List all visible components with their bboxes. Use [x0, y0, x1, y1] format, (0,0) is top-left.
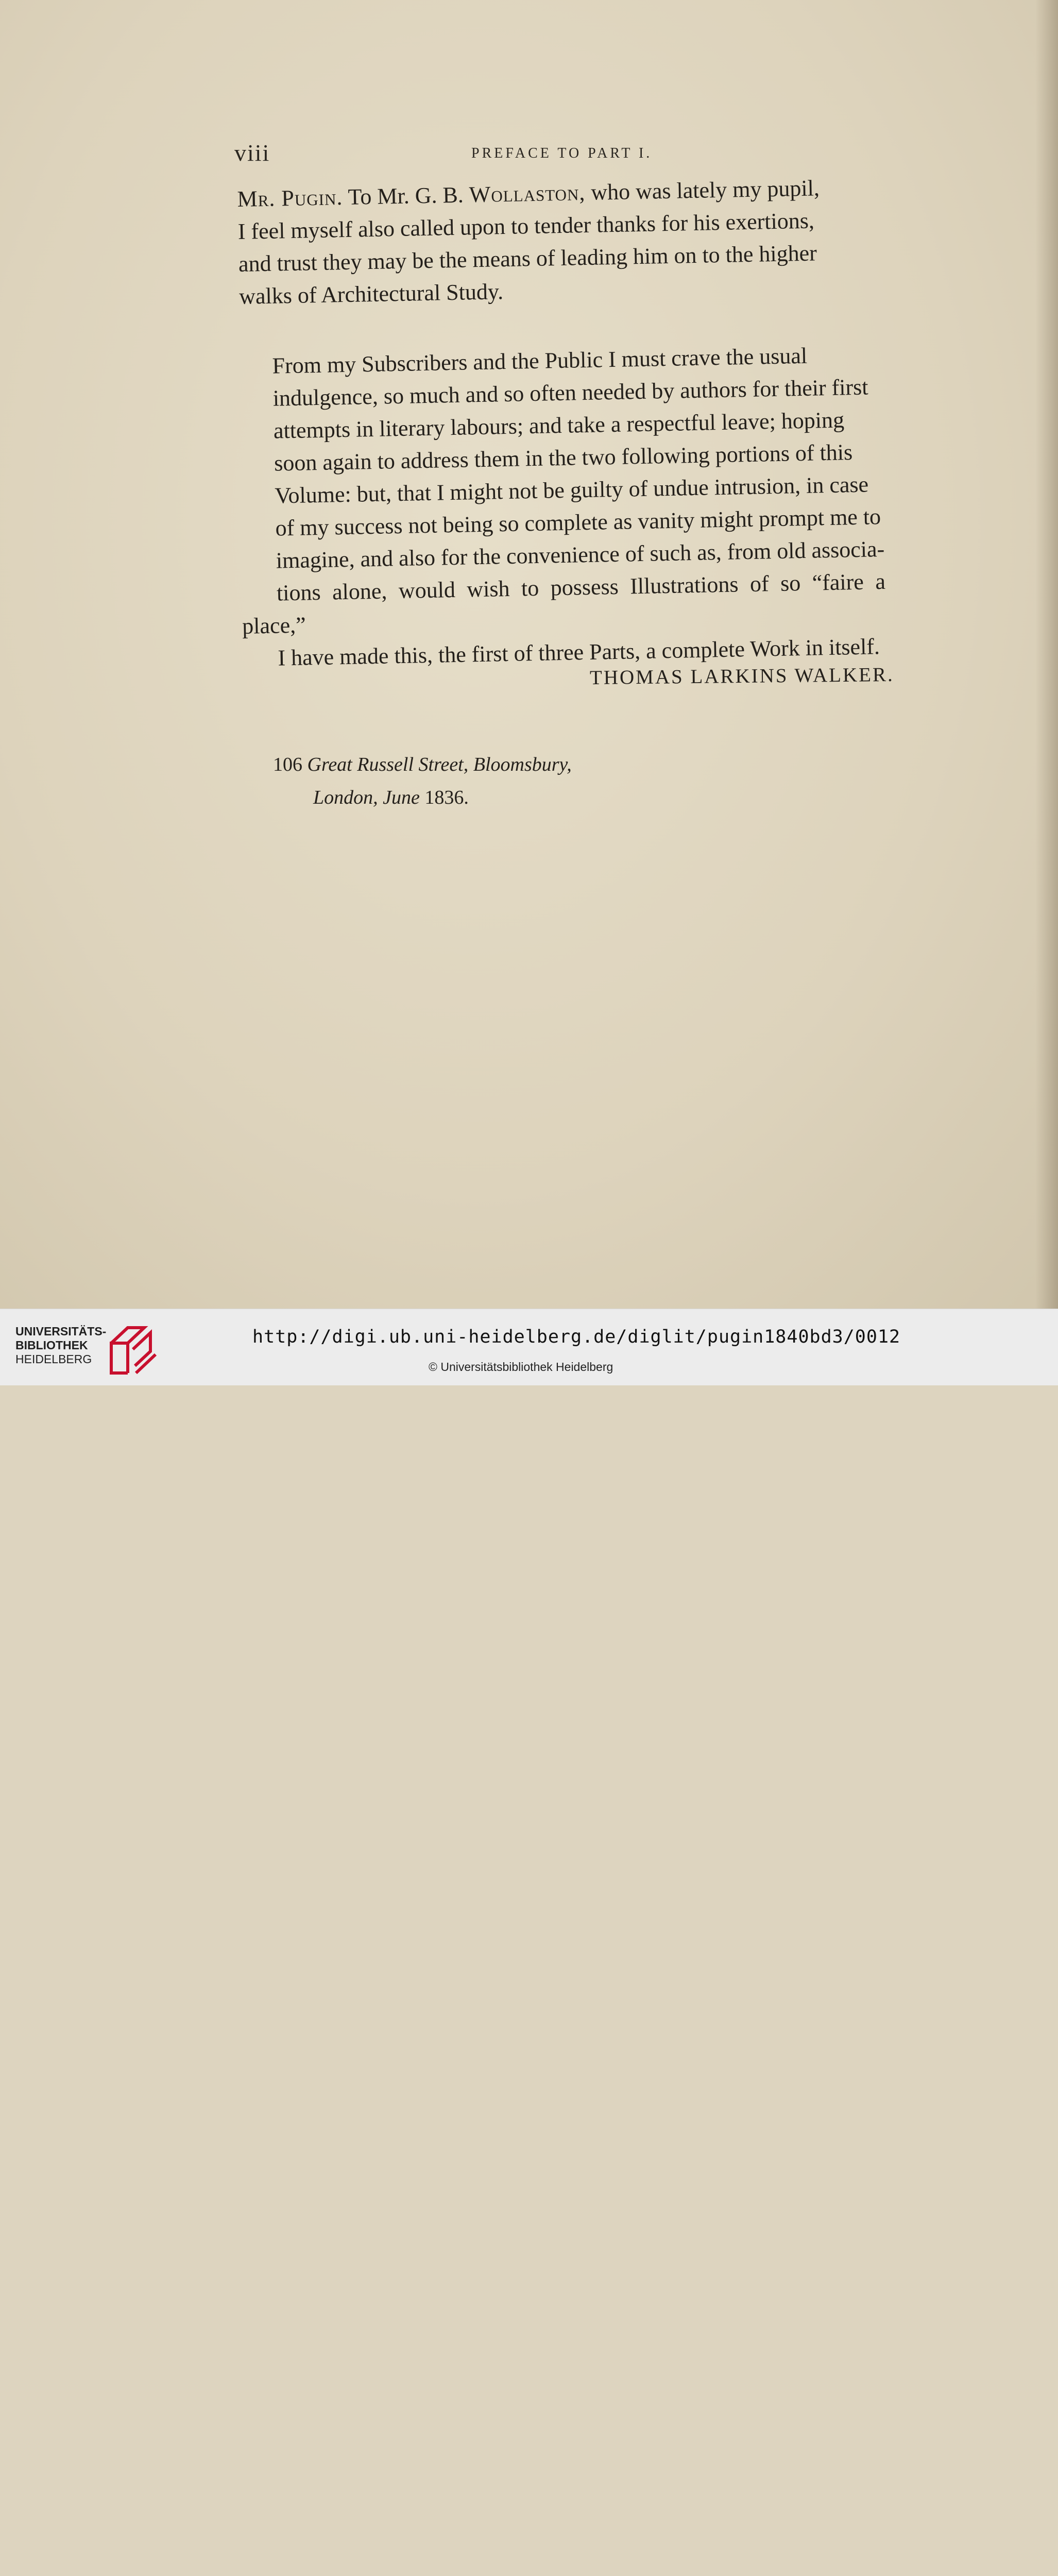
text-line: Volume: but, that I might not be guilty of undue intrusion, in case [274, 471, 869, 509]
library-logo[interactable] [15, 1325, 170, 1376]
address-block [273, 748, 572, 814]
text-line: and trust they may be the means of leading him on to the higher [238, 240, 817, 277]
text-line: attempts in literary labours; and take a respectful leave; hoping [273, 407, 845, 444]
permalink[interactable]: http://digi.ub.uni-heidelberg.de/diglit/pugin1840bd3/0012 [252, 1327, 901, 1347]
address-line-2: London, June 1836. [313, 787, 469, 808]
paragraph-acknowledgement [237, 171, 883, 313]
logo-line-2: BIBLIOTHEK [15, 1338, 88, 1352]
copyright-notice: © Universitätsbibliothek Heidelberg [429, 1360, 613, 1374]
text-line: I have made this, the first of three Parts, a complete Work in itself. [278, 634, 880, 671]
running-title: PREFACE TO PART I. [471, 145, 653, 161]
text-line: I feel myself also called upon to tender thanks for his exertions, [237, 208, 815, 244]
text-line: indulgence, so much and so often needed by authors for their first [272, 374, 868, 411]
text-line: walks of Architectural Study. [238, 279, 504, 309]
page-number: viii [234, 140, 270, 166]
text-line: tions alone, would wish to possess Illustrations of so “faire a place,” [242, 568, 886, 639]
text-line: soon again to address them in the two following portions of this [274, 439, 853, 476]
text-line: From my Subscribers and the Public I must crave the usual [272, 343, 808, 379]
address-line-1: 106 Great Russell Street, Bloomsbury, [273, 754, 572, 775]
running-head [234, 139, 883, 170]
author-signature: THOMAS LARKINS WALKER. [589, 663, 894, 689]
paragraph-closing [237, 338, 887, 675]
text-line: of my success not being so complete as vanity might prompt me to [275, 504, 881, 541]
logo-line-1: UNIVERSITÄTS- [15, 1325, 107, 1338]
text-line: Mr. Pugin. To Mr. G. B. Wollaston, who was lately my pupil, [237, 175, 820, 212]
logo-line-3: HEIDELBERG [15, 1352, 92, 1366]
library-mark-icon [104, 1326, 162, 1375]
text-line: imagine, and also for the convenience of such as, from old associa- [276, 536, 885, 573]
